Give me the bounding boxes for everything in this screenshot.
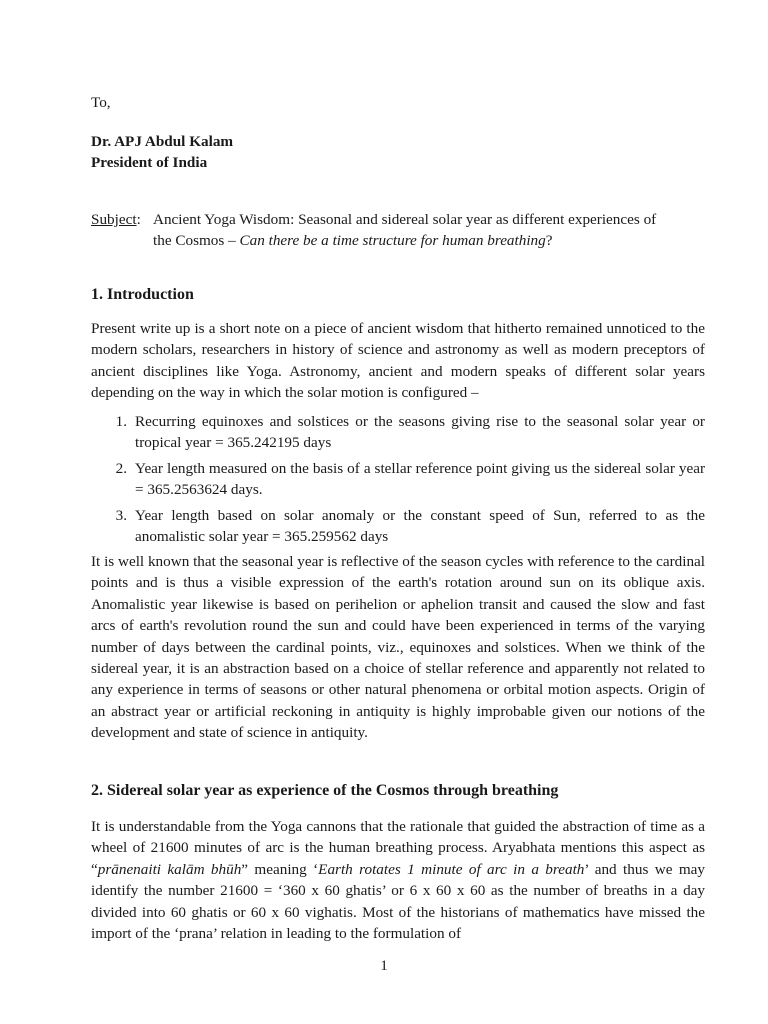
salutation: To,	[91, 94, 111, 111]
subject-colon: :	[136, 211, 141, 228]
list-item-text: Recurring equinoxes and solstices or the seasons giving rise to the seasonal solar year or tropical year = 365.242195 days	[135, 413, 705, 451]
list-item-number: 1.	[115, 413, 127, 430]
subject-block	[91, 209, 711, 251]
section-1-paragraph-2: It is well known that the seasonal year is reflective of the season cycles with reference to the cardinal points and is thus a visible expression of the earth's rotation around sun on its oblique axis. Anomalistic year likewise is based on perihelion or aphelion transit and caused the slow and fast arcs of earth's revolution round the sun and could have been experienced in terms of the varying number of days between the cardinal points, viz., equinoxes and solstices. When we think of the sidereal year, it is an abstraction based on a choice of stellar reference and apparently not related to any experience in terms of seasons or other natural phenomena or orbital motion aspects. Origin of an abstract year or artificial reckoning in antiquity is highly improbable given our notions of the development and state of science in antiquity.	[91, 553, 706, 742]
subject-text	[153, 209, 711, 251]
list-item	[91, 505, 705, 547]
section-2-paragraph-1	[91, 816, 705, 944]
list-item	[91, 458, 705, 500]
list-item-text: Year length based on solar anomaly or the constant speed of Sun, referred to as the anomalistic solar year = 365.259562 days	[135, 507, 705, 545]
recipient-name: Dr. APJ Abdul Kalam	[91, 133, 234, 150]
subject-question-mark: ?	[545, 232, 553, 249]
list-item	[91, 411, 705, 453]
s2-text-a: It is understandable from the Yoga cannons that the rationale that guided the abstraction of time as a wheel of 21600 minutes of arc is the human breathing process. Aryabhata mentions this aspect as “	[91, 818, 705, 878]
list-item-number: 3.	[115, 507, 127, 524]
section-1-heading: 1. Introduction	[91, 286, 194, 303]
recipient-title: President of India	[91, 154, 208, 171]
list-item-text: Year length measured on the basis of a stellar reference point giving us the sidereal solar year = 365.2563624 days.	[135, 460, 705, 498]
subject-line-1: Ancient Yoga Wisdom: Seasonal and sidereal solar year as different experiences of	[153, 211, 657, 228]
subject-question: Can there be a time structure for human breathing	[239, 232, 546, 249]
page-number: 1	[380, 957, 388, 974]
recipient-block	[91, 131, 705, 173]
s2-sanskrit-quote: prānenaiti kalām bhūh	[97, 860, 242, 878]
solar-year-list	[91, 411, 705, 552]
subject-label-wrap	[91, 209, 153, 251]
s2-translation: Earth rotates 1 minute of arc in a breath	[318, 860, 585, 878]
s2-text-e: ’ and thus we may identify the number 21600 = ‘360 x 60 ghatis’ or 6 x 60 x 60 as the number of breaths in a day divided into 60 ghatis or 60 x 60 vighatis. Most of the historians of mathematics have missed the import of the ‘prana’ relation in leading to the formulation of	[91, 860, 705, 943]
section-2-heading: 2. Sidereal solar year as experience of the Cosmos through breathing	[91, 782, 559, 799]
subject-label: Subject	[91, 211, 137, 228]
section-1-paragraph-1: Present write up is a short note on a piece of ancient wisdom that hitherto remained unnoticed to the modern scholars, researchers in history of science and astronomy as well as modern preceptors of ancient disciplines like Yoga. Astronomy, ancient and modern speaks of different solar years depending on the way in which the solar motion is configured –	[91, 320, 705, 402]
s2-text-c: ” meaning ‘	[241, 860, 319, 878]
subject-line-2: the Cosmos –	[153, 232, 240, 249]
list-item-number: 2.	[115, 460, 127, 477]
